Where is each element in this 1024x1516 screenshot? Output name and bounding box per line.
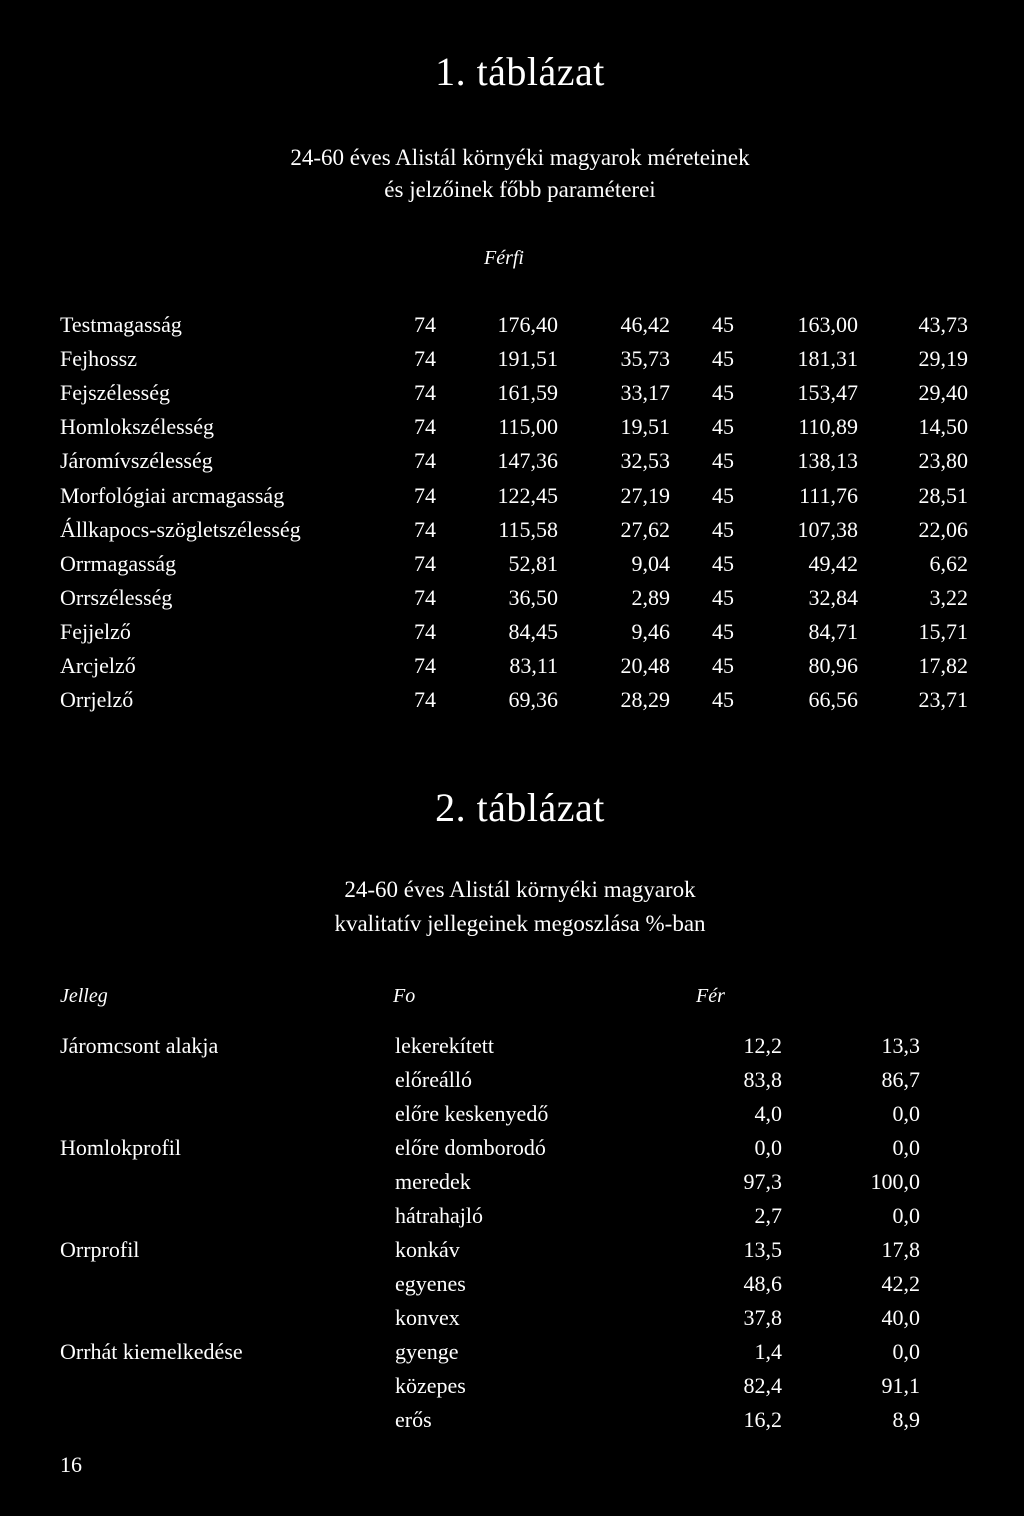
table1-subtitle-line1: 24-60 éves Alistál környéki magyarok méreteinek [290, 145, 750, 170]
table2-cell-form: előre domborodó [395, 1135, 546, 1160]
table1-row [0, 687, 1024, 721]
table2-cell-form: hátrahajló [395, 1203, 483, 1228]
table1-cell-female-n: 45 [712, 482, 734, 508]
table2-cell-trait: Orrhát kiemelkedése [60, 1339, 243, 1364]
table2-cell-form: gyenge [395, 1339, 459, 1364]
table1-cell-male-n: 74 [414, 482, 436, 508]
table2-header-fer: Fér [696, 985, 725, 1007]
table1-cell-male-mean: 83,11 [509, 653, 558, 678]
table1-cell-female-mean: 153,47 [797, 380, 858, 406]
table1-cell-male-n: 74 [414, 380, 436, 406]
table1-cell-female-n: 45 [712, 618, 734, 644]
table2-row [0, 1135, 1024, 1169]
table1-cell-param-name: Fejszélesség [60, 380, 170, 406]
table1-cell-male-mean: 191,51 [497, 346, 558, 372]
table2-cell-female-pct: 91,1 [881, 1373, 920, 1398]
table1-cell-param-name: Fejjelző [60, 618, 131, 644]
table2-row [0, 1203, 1024, 1237]
table2-cell-female-pct: 42,2 [881, 1271, 920, 1296]
table1-cell-male-sd: 35,73 [620, 346, 670, 372]
table2-cell-male-pct: 13,5 [743, 1237, 782, 1262]
table1-cell-male-mean: 161,59 [497, 380, 558, 406]
table1-cell-param-name: Orrjelző [60, 687, 134, 713]
table1-cell-female-n: 45 [712, 448, 734, 474]
table2-subtitle-line1: 24-60 éves Alistál környéki magyarok [344, 877, 696, 902]
table2-cell-male-pct: 2,7 [754, 1203, 782, 1228]
table2-cell-male-pct: 4,0 [754, 1101, 782, 1126]
table1-cell-female-mean: 80,96 [808, 653, 858, 678]
table1-cell-female-mean: 163,00 [797, 312, 858, 337]
table1-cell-male-n: 74 [414, 584, 436, 610]
table1-cell-male-n: 74 [414, 550, 436, 576]
table1-cell-female-sd: 3,22 [929, 584, 968, 610]
table1-row [0, 551, 1024, 585]
table1-cell-male-sd: 9,04 [631, 550, 670, 576]
table1-cell-female-n: 45 [712, 312, 734, 337]
table1-row [0, 483, 1024, 517]
table1-cell-male-n: 74 [414, 653, 436, 678]
table1-cell-male-n: 74 [414, 516, 436, 542]
table1-row [0, 346, 1024, 380]
table1-cell-male-sd: 2,89 [631, 584, 670, 610]
table1-cell-param-name: Homlokszélesség [60, 414, 214, 440]
table2-cell-male-pct: 48,6 [743, 1271, 782, 1296]
table1-cell-param-name: Testmagasság [60, 312, 182, 337]
table1-row [0, 653, 1024, 687]
table1-cell-female-mean: 32,84 [808, 584, 858, 610]
table1-cell-female-mean: 107,38 [797, 516, 858, 542]
table1-cell-female-sd: 6,62 [929, 550, 968, 576]
table1-title: 1. táblázat [435, 49, 605, 94]
table2-cell-female-pct: 100,0 [870, 1169, 920, 1194]
table1-cell-male-n: 74 [414, 687, 436, 713]
table1-cell-param-name: Orrmagasság [60, 550, 177, 576]
table1-cell-female-sd: 22,06 [918, 516, 968, 542]
table2-cell-trait: Orrprofil [60, 1237, 140, 1262]
table1-cell-male-sd: 19,51 [620, 414, 670, 440]
table1-cell-female-n: 45 [712, 380, 734, 406]
table1-cell-female-n: 45 [712, 346, 734, 372]
table2-row [0, 1339, 1024, 1373]
table1-cell-male-sd: 9,46 [631, 618, 670, 644]
table1-cell-male-mean: 115,00 [498, 414, 558, 440]
table2-cell-form: erős [395, 1407, 432, 1432]
table2-cell-form: előre keskenyedő [395, 1101, 549, 1126]
table1-cell-param-name: Morfológiai arcmagasság [60, 482, 285, 508]
table2-cell-female-pct: 0,0 [892, 1135, 920, 1160]
table1-cell-param-name: Állkapocs-szögletszélesség [60, 516, 301, 542]
table1-cell-female-sd: 43,73 [918, 312, 968, 337]
table2-row [0, 1101, 1024, 1135]
table1-cell-male-sd: 27,19 [620, 482, 670, 508]
table2-cell-male-pct: 83,8 [743, 1067, 782, 1092]
table2-subtitle-line2: kvalitatív jellegeinek megoszlása %-ban [334, 911, 706, 936]
table2-cell-female-pct: 13,3 [881, 1033, 920, 1058]
table2-cell-male-pct: 1,4 [754, 1339, 782, 1364]
table1-cell-female-n: 45 [712, 516, 734, 542]
table1-cell-female-mean: 66,56 [808, 687, 858, 713]
table1-row [0, 380, 1024, 414]
table1-cell-female-sd: 29,40 [918, 380, 968, 406]
table1-cell-male-n: 74 [414, 618, 436, 644]
table1-cell-male-mean: 36,50 [508, 584, 558, 610]
table2-cell-male-pct: 16,2 [743, 1407, 782, 1432]
table1-cell-female-mean: 111,76 [799, 482, 858, 508]
table1-cell-male-sd: 46,42 [620, 312, 670, 337]
table2-cell-male-pct: 82,4 [743, 1373, 782, 1398]
table2-row [0, 1407, 1024, 1441]
table1-row [0, 585, 1024, 619]
table2-header-jelleg: Jelleg [60, 985, 108, 1007]
table1-row [0, 619, 1024, 653]
table1-cell-male-mean: 52,81 [508, 550, 558, 576]
table1-cell-male-sd: 27,62 [620, 516, 670, 542]
table2-cell-form: konvex [395, 1305, 460, 1330]
table2-row [0, 1373, 1024, 1407]
table1-row [0, 414, 1024, 448]
table1-cell-female-sd: 14,50 [918, 414, 968, 440]
table2-header-fo: Fo [393, 985, 416, 1007]
table1-cell-male-n: 74 [414, 414, 436, 440]
table1-cell-female-mean: 49,42 [808, 550, 858, 576]
table1-subtitle-line2: és jelzőinek főbb paraméterei [384, 177, 656, 202]
table1-header-label: Férfi [484, 247, 524, 269]
table1-cell-param-name: Arcjelző [60, 653, 136, 678]
table1-row [0, 517, 1024, 551]
table1-cell-female-sd: 29,19 [918, 346, 968, 372]
table1-cell-male-mean: 84,45 [508, 618, 558, 644]
table1-cell-female-n: 45 [712, 653, 734, 678]
table2-row [0, 1067, 1024, 1101]
table2-cell-form: előreálló [395, 1067, 472, 1092]
table1-cell-male-n: 74 [414, 312, 436, 337]
table2-cell-trait: Járomcsont alakja [60, 1033, 219, 1058]
table1-cell-male-sd: 32,53 [620, 448, 670, 474]
table1-cell-female-sd: 15,71 [918, 618, 968, 644]
table2-cell-male-pct: 12,2 [743, 1033, 782, 1058]
table2-cell-form: lekerekített [395, 1033, 494, 1058]
table2-cell-form: egyenes [395, 1271, 466, 1296]
table1-cell-male-n: 74 [414, 448, 436, 474]
table1-cell-param-name: Orrszélesség [60, 584, 173, 610]
table2-cell-male-pct: 97,3 [743, 1169, 782, 1194]
table1-cell-female-sd: 23,71 [918, 687, 968, 713]
table2-cell-female-pct: 86,7 [881, 1067, 920, 1092]
table2-cell-form: közepes [395, 1373, 466, 1398]
table1-cell-female-sd: 23,80 [918, 448, 968, 474]
table2-row [0, 1237, 1024, 1271]
table1-cell-female-n: 45 [712, 687, 734, 713]
table1-cell-female-mean: 138,13 [797, 448, 858, 474]
table1-cell-female-mean: 110,89 [798, 414, 858, 440]
table2-cell-female-pct: 0,0 [892, 1203, 920, 1228]
table1-cell-female-mean: 84,71 [808, 618, 858, 644]
table2-cell-male-pct: 0,0 [754, 1135, 782, 1160]
table1-cell-female-sd: 17,82 [918, 653, 968, 678]
table2-row [0, 1305, 1024, 1339]
table1-cell-male-mean: 122,45 [497, 482, 558, 508]
table1-row [0, 312, 1024, 346]
table1-cell-female-sd: 28,51 [918, 482, 968, 508]
table2-row [0, 1169, 1024, 1203]
table1-cell-female-n: 45 [712, 584, 734, 610]
table1-cell-male-sd: 28,29 [620, 687, 670, 713]
table2-cell-female-pct: 40,0 [881, 1305, 920, 1330]
table1-cell-male-sd: 20,48 [620, 653, 670, 678]
table2-cell-female-pct: 0,0 [892, 1101, 920, 1126]
table2-cell-female-pct: 17,8 [881, 1237, 920, 1262]
table1-cell-female-n: 45 [712, 550, 734, 576]
page-number: 16 [60, 1452, 82, 1477]
table1-row [0, 448, 1024, 482]
table2-cell-female-pct: 0,0 [892, 1339, 920, 1364]
table1-cell-female-mean: 181,31 [797, 346, 858, 372]
table2-row [0, 1033, 1024, 1067]
table1-cell-male-n: 74 [414, 346, 436, 372]
table2-cell-male-pct: 37,8 [743, 1305, 782, 1330]
table2-cell-form: konkáv [395, 1237, 460, 1262]
table1-cell-male-mean: 69,36 [508, 687, 558, 713]
table1-cell-male-mean: 176,40 [497, 312, 558, 337]
table1-cell-param-name: Fejhossz [60, 346, 137, 372]
table2-cell-form: meredek [395, 1169, 471, 1194]
table1-cell-male-sd: 33,17 [620, 380, 670, 406]
table1-cell-param-name: Járomívszélesség [60, 448, 213, 474]
table1-cell-female-n: 45 [712, 414, 734, 440]
table2-cell-trait: Homlokprofil [60, 1135, 181, 1160]
table1-cell-male-mean: 115,58 [498, 516, 558, 542]
table1-cell-male-mean: 147,36 [497, 448, 558, 474]
table2-title: 2. táblázat [435, 785, 605, 830]
table2-cell-female-pct: 8,9 [892, 1407, 920, 1432]
table2-row [0, 1271, 1024, 1305]
